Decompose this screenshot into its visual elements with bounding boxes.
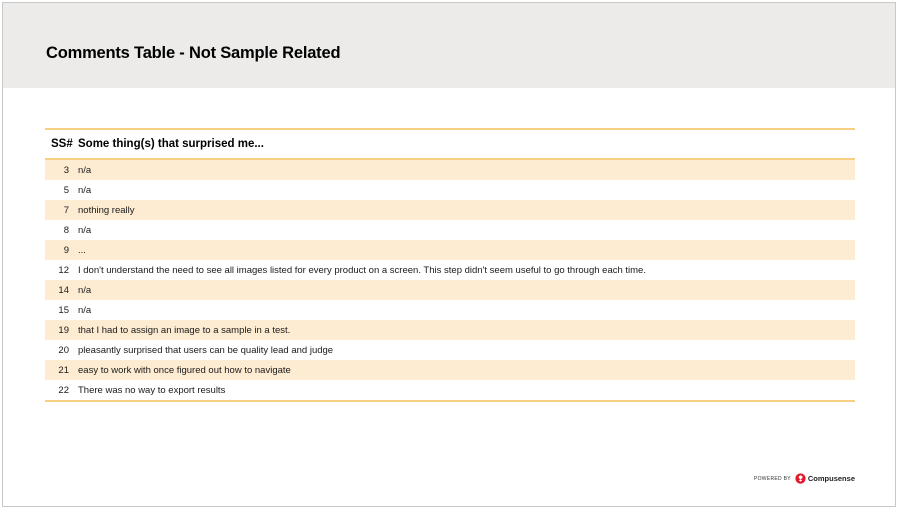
table-body	[45, 160, 855, 400]
table-row	[45, 300, 855, 320]
table-row	[45, 220, 855, 240]
footer-branding	[754, 473, 855, 484]
comment-cell: nothing really	[78, 204, 135, 216]
ss-number-cell: 14	[58, 284, 69, 296]
table-row	[45, 160, 855, 180]
ss-number-cell: 7	[63, 204, 69, 216]
ss-number-cell: 12	[58, 264, 69, 276]
ss-number-cell: 3	[63, 164, 69, 176]
table-row	[45, 280, 855, 300]
table-row	[45, 360, 855, 380]
comment-cell: n/a	[78, 224, 92, 236]
comment-cell: n/a	[78, 184, 92, 196]
compusense-logo-icon	[795, 473, 806, 484]
ss-number-cell: 20	[58, 344, 69, 356]
comment-cell: that I had to assign an image to a sample in a test.	[78, 324, 291, 336]
comments-table	[45, 128, 855, 402]
ss-number-cell: 8	[63, 224, 69, 236]
table-row	[45, 380, 855, 400]
comment-cell: pleasantly surprised that users can be quality lead and judge	[78, 344, 334, 356]
comment-cell: I don't understand the need to see all images listed for every product on a screen. This step didn't seem useful to go through each time.	[78, 264, 646, 276]
ss-number-cell: 21	[58, 364, 69, 376]
table-row	[45, 180, 855, 200]
table-header	[45, 130, 855, 160]
comment-cell: ...	[78, 244, 86, 256]
table-row	[45, 200, 855, 220]
ss-number-cell: 19	[58, 324, 69, 336]
table-row	[45, 320, 855, 340]
header-band	[3, 3, 895, 88]
ss-number-cell: 15	[58, 304, 69, 316]
brand-name: Compusense	[807, 474, 855, 483]
table-row	[45, 260, 855, 280]
ss-number-cell: 22	[58, 384, 69, 396]
comment-cell: easy to work with once figured out how to navigate	[78, 364, 291, 376]
ss-number-cell: 5	[63, 184, 69, 196]
table-row	[45, 240, 855, 260]
column-header-comment: Some thing(s) that surprised me...	[78, 138, 264, 150]
ss-number-cell: 9	[63, 244, 69, 256]
column-header-ss: SS#	[51, 138, 73, 150]
page-title: Comments Table - Not Sample Related	[46, 44, 341, 62]
powered-by-label: POWERED BY	[753, 475, 791, 482]
comment-cell: There was no way to export results	[78, 384, 226, 396]
comment-cell: n/a	[78, 304, 92, 316]
table-row	[45, 340, 855, 360]
comment-cell: n/a	[78, 164, 92, 176]
comment-cell: n/a	[78, 284, 92, 296]
slide	[2, 2, 896, 507]
